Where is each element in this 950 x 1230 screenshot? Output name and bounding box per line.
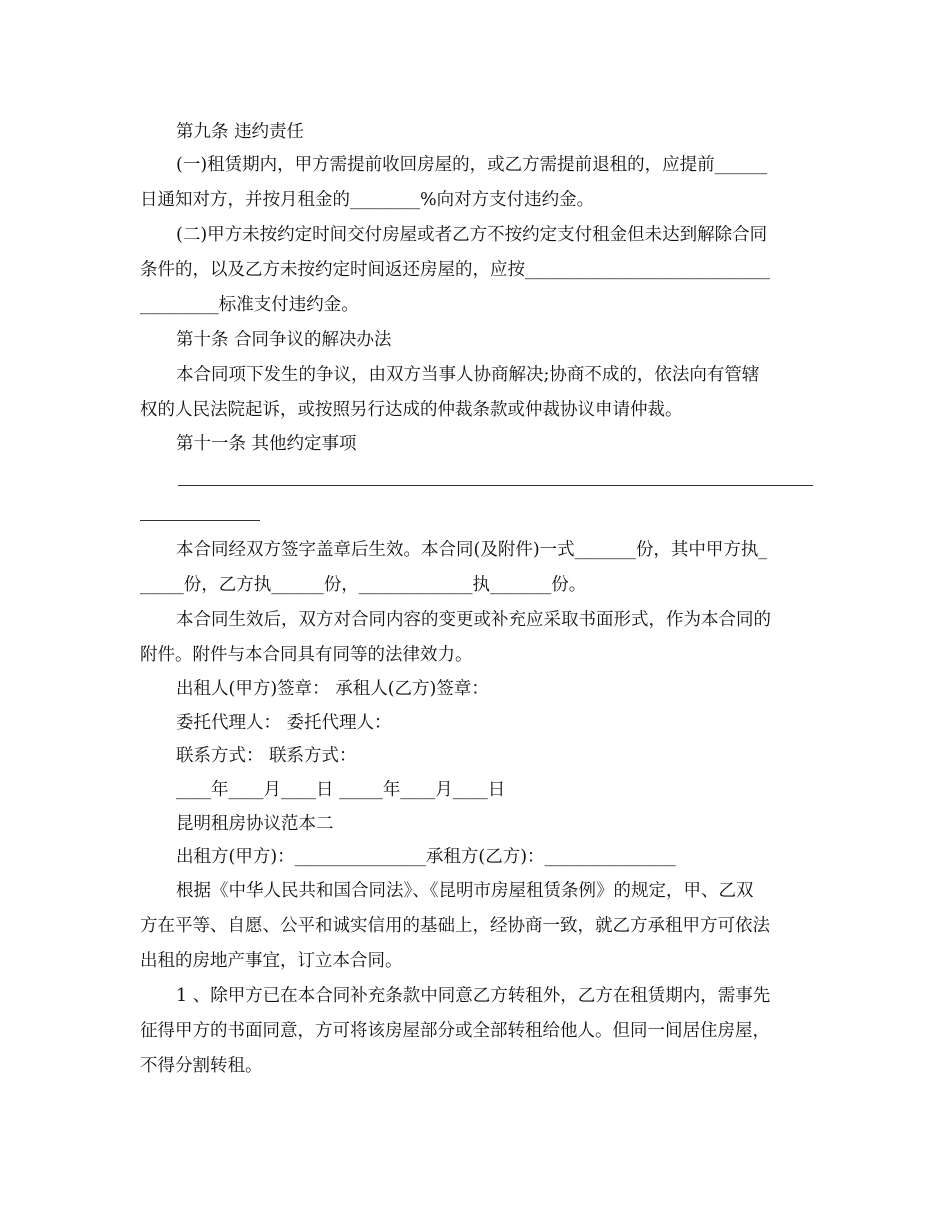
article-9-clause-2-line-2: 条件的，以及乙方未按约定时间返还房屋的，应按____________________________ (140, 260, 770, 280)
article-10-body-line-1: 本合同项下发生的争议，由双方当事人协商解决;协商不成的，依法向有管辖 (176, 365, 760, 385)
article-9-clause-2-line-3: _________标准支付违约金。 (140, 295, 359, 315)
sublet-clause-line-1: 1 、除甲方已在本合同补充条款中同意乙方转租外，乙方在租赁期内，需事先 (176, 986, 771, 1006)
article-9-clause-1-line-1: (一)租赁期内，甲方需提前收回房屋的，或乙方需提前退租的，应提前______ (176, 155, 768, 175)
article-11-blank-line-2 (140, 520, 260, 521)
template-2-title: 昆明租房协议范本二 (176, 814, 334, 834)
article-9-heading: 第九条 违约责任 (176, 122, 305, 142)
agent-line: 委托代理人： 委托代理人： (176, 713, 392, 733)
article-9-clause-1-line-2: 日通知对方，并按月租金的________%向对方支付违约金。 (140, 190, 595, 210)
contact-line: 联系方式： 联系方式： (176, 746, 357, 766)
sublet-clause-line-2: 征得甲方的书面同意，方可将该房屋部分或全部转租给他人。但同一间居住房屋， (140, 1021, 770, 1041)
article-11-blank-line-1 (178, 485, 813, 486)
article-10-heading: 第十条 合同争议的解决办法 (176, 330, 392, 350)
signature-line: 出租人(甲方)签章： 承租人(乙方)签章： (176, 679, 489, 699)
effect-clause-line-2: _____份，乙方执______份，_____________执_______份。 (140, 575, 587, 595)
preamble-line-2: 方在平等、自愿、公平和诚实信用的基础上，经协商一致，就乙方承租甲方可依法 (140, 916, 770, 936)
parties-line: 出租方(甲方)：_______________承租方(乙方)：_______________ (176, 847, 676, 867)
preamble-line-1: 根据《中华人民共和国合同法》、《昆明市房屋租赁条例》的规定，甲、乙双 (176, 881, 754, 901)
preamble-line-3: 出租的房地产事宜，订立本合同。 (140, 951, 403, 971)
sublet-clause-line-3: 不得分割转租。 (140, 1056, 263, 1076)
article-10-body-line-2: 权的人民法院起诉，或按照另行达成的仲裁条款或仲裁协议申请仲裁。 (140, 400, 683, 420)
article-11-heading: 第十一条 其他约定事项 (176, 434, 357, 454)
date-line: ____年____月____日 _____年____月____日 (176, 780, 506, 800)
amendment-clause-line-2: 附件。附件与本合同具有同等的法律效力。 (140, 645, 473, 665)
effect-clause-line-1: 本合同经双方签字盖章后生效。本合同(及附件)一式_______份，其中甲方执_ (176, 540, 768, 560)
article-9-clause-2-line-1: (二)甲方未按约定时间交付房屋或者乙方不按约定支付租金但未达到解除合同 (176, 225, 768, 245)
amendment-clause-line-1: 本合同生效后，双方对合同内容的变更或补充应采取书面形式，作为本合同的 (176, 610, 771, 630)
